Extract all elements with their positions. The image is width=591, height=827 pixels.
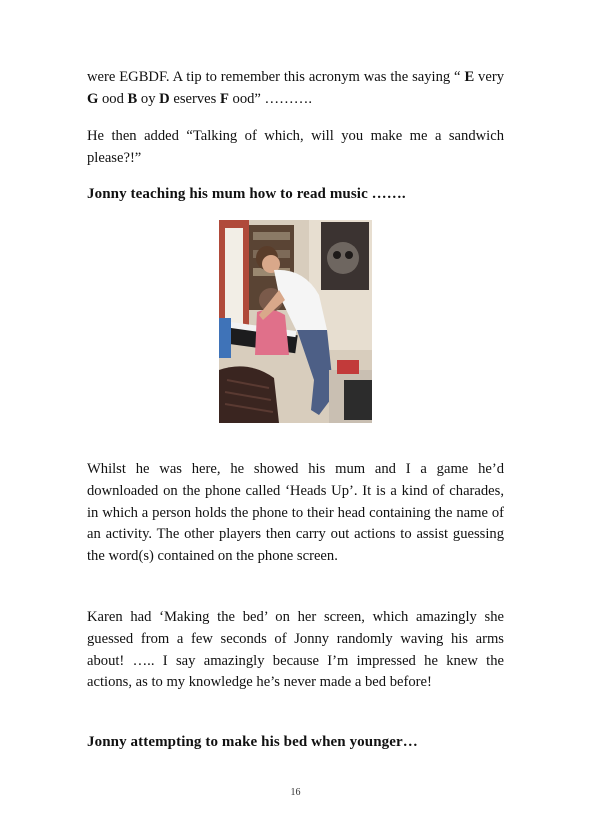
text-run: oy	[137, 90, 160, 107]
bold-letter-d: D	[159, 90, 170, 107]
page-number: 16	[290, 787, 301, 798]
heading-make-bed: Jonny attempting to make his bed when younger…	[87, 734, 418, 750]
heading-reading-music: Jonny teaching his mum how to read music …….	[87, 186, 406, 202]
paragraph-making-bed: Karen had ‘Making the bed’ on her screen, which amazingly she guessed from a few seconds of Jonny randomly waving his arms about! ….. I say amazingly because I’m impressed he knew the actions, as to my knowledge he’s never made a bed before!	[87, 609, 504, 691]
text-run: ood	[98, 90, 128, 107]
text-run: were EGBDF. A tip to remember this acronym was the saying “	[87, 69, 465, 85]
bold-letter-g: G	[87, 90, 99, 107]
paragraph-heads-up: Whilst he was here, he showed his mum and I a game he’d downloaded on the phone called ‘Heads Up’. It is a kind of charades, in which a person holds the phone to their head containing the name of an activity. The other players then carry out actions to assist guessing the word(s) contained on the phone screen.	[87, 461, 504, 565]
text-run: eserves	[169, 90, 220, 107]
photo-piano-lesson	[219, 220, 372, 423]
bold-letter-e: E	[464, 69, 475, 85]
paragraph-sandwich: He then added “Talking of which, will you make me a sandwich please?!”	[87, 128, 504, 166]
bold-letter-b: B	[127, 90, 138, 107]
text-run: very	[474, 69, 504, 85]
bold-letter-f: F	[219, 90, 229, 107]
paragraph-acronym	[87, 67, 504, 111]
text-run: ood” ……….	[228, 90, 312, 107]
